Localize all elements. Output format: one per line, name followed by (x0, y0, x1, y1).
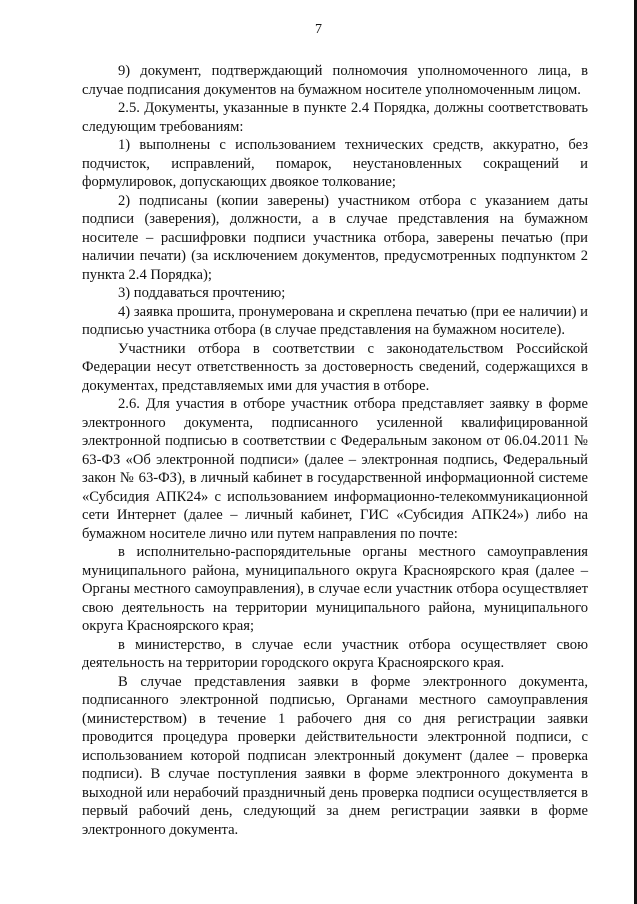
requirement-2: 2) подписаны (копии заверены) участником отбора с указанием даты подписи (заверения), должности, а в случае представления на бумажном носителе – расшифровки подписи участника отбора, заверены печатью (при наличии печати) (за исключением документов, предусмотренных подпунктом 2 пункта 2.4 Порядка); (82, 192, 588, 283)
paragraph-2-5-requirements: 2.5. Документы, указанные в пункте 2.4 Порядка, должны соответствовать следующим требованиям: (82, 100, 588, 135)
requirement-4: 4) заявка прошита, пронумерована и скреплена печатью (при ее наличии) и подписью участника отбора (в случае представления на бумажном носителе). (82, 303, 588, 338)
paragraph-ministry: в министерство, в случае если участник отбора осуществляет свою деятельность на территории городского округа Красноярского края. (82, 636, 588, 671)
paragraph-2-6-application: 2.6. Для участия в отборе участник отбора представляет заявку в форме электронного документа, подписанного усиленной квалифицированной электронной подписью в соответствии с Федеральным законом от 06.04.2011 № 63-ФЗ «Об электронной подписи» (далее – электронная подпись, Федеральный закон № 63-ФЗ), в личный кабинет в государственной информационной системе «Субсидия АПК24» с использованием информационно-телекоммуникационной сети Интернет (далее – личный кабинет, ГИС «Субсидия АПК24») либо на бумажном носителе лично или путем направления по почте: (82, 396, 588, 542)
body-text (82, 62, 588, 839)
paragraph-municipal-bodies: в исполнительно-распорядительные органы местного самоуправления муниципального района, муниципального округа Красноярского края (далее – Органы местного самоуправления), в случае если участник отбора осуществляет свою деятельность на территории муниципального района, муниципального округа Красноярского края; (82, 544, 588, 634)
paragraph-9-authority-document: 9) документ, подтверждающий полномочия уполномоченного лица, в случае подписания документов на бумажном носителе уполномоченным лицом. (82, 63, 588, 98)
requirement-3: 3) поддаваться прочтению; (118, 285, 286, 301)
paragraph-responsibility: Участники отбора в соответствии с законодательством Российской Федерации несут ответственность за достоверность сведений, содержащихся в документах, представляемых ими для участия в отборе. (82, 340, 588, 394)
requirement-1: 1) выполнены с использованием технических средств, аккуратно, без подчисток, исправлений, помарок, неустановленных сокращений и формулировок, допускающих двоякое толкование; (82, 137, 588, 190)
paragraph-signature-check: В случае представления заявки в форме электронного документа, подписанного электронной подписью, Органами местного самоуправления (министерством) в течение 1 рабочего дня со дня регистрации заявки проводится процедура проверки действительности электронной подписи, с использованием которой подписан электронный документ (далее – проверка подписи). В случае поступления заявки в форме электронного документа в выходной или нерабочий праздничный день проверка подписи осуществляется в первый рабочий день, следующий за днем регистрации заявки в форме электронного документа. (82, 673, 588, 838)
page-number: 7 (315, 22, 322, 37)
